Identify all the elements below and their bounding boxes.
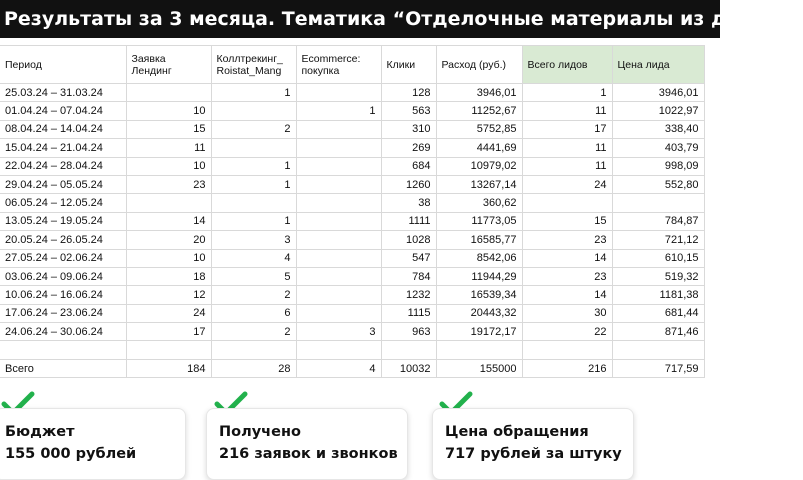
table-header-row: [0, 46, 704, 84]
cell-landing[interactable]: 20: [126, 231, 211, 249]
cell-lead-price[interactable]: [612, 341, 704, 359]
cell-calltracking[interactable]: 2: [211, 323, 296, 341]
cell-ecommerce[interactable]: [296, 341, 381, 359]
cell-spend[interactable]: [436, 341, 522, 359]
budget-card-title: Бюджет: [5, 424, 75, 440]
cell-ecommerce[interactable]: [296, 194, 381, 212]
cell-period[interactable]: 25.03.24 – 31.03.24: [0, 84, 126, 102]
cell-ecommerce[interactable]: [296, 267, 381, 285]
cell-spend[interactable]: 155000: [436, 359, 522, 377]
cell-spend[interactable]: 16585,77: [436, 231, 522, 249]
price-card-value: 717 рублей за штуку: [445, 446, 622, 462]
cell-lead-price[interactable]: 717,59: [612, 359, 704, 377]
cell-period[interactable]: 22.04.24 – 28.04.24: [0, 157, 126, 175]
cell-landing[interactable]: [126, 84, 211, 102]
cell-spend[interactable]: 20443,32: [436, 304, 522, 322]
cell-clicks[interactable]: 563: [381, 102, 436, 120]
cell-calltracking[interactable]: 1: [211, 157, 296, 175]
cell-ecommerce[interactable]: [296, 249, 381, 267]
cell-spend[interactable]: 3946,01: [436, 84, 522, 102]
cell-lead-price[interactable]: 998,09: [612, 157, 704, 175]
cell-calltracking[interactable]: 28: [211, 359, 296, 377]
cell-lead-price[interactable]: 1022,97: [612, 102, 704, 120]
cell-ecommerce[interactable]: [296, 286, 381, 304]
cell-landing[interactable]: 10: [126, 102, 211, 120]
cell-clicks[interactable]: 1111: [381, 212, 436, 230]
cell-landing[interactable]: [126, 341, 211, 359]
cell-total-leads[interactable]: 11: [522, 139, 612, 157]
cell-total-leads[interactable]: 14: [522, 286, 612, 304]
cell-calltracking[interactable]: 1: [211, 175, 296, 193]
cell-ecommerce[interactable]: 4: [296, 359, 381, 377]
cell-total-leads[interactable]: 24: [522, 175, 612, 193]
cell-landing[interactable]: 11: [126, 139, 211, 157]
cell-lead-price[interactable]: [612, 194, 704, 212]
col-header-calltracking[interactable]: Коллтрекинг_ Roistat_Mang: [211, 46, 296, 84]
table-body: [0, 84, 704, 378]
cell-clicks[interactable]: [381, 341, 436, 359]
cell-lead-price[interactable]: 784,87: [612, 212, 704, 230]
cell-landing[interactable]: 23: [126, 175, 211, 193]
cell-calltracking[interactable]: [211, 194, 296, 212]
cell-spend[interactable]: 360,62: [436, 194, 522, 212]
cell-period[interactable]: 27.05.24 – 02.06.24: [0, 249, 126, 267]
cell-ecommerce[interactable]: [296, 120, 381, 138]
cell-period[interactable]: 24.06.24 – 30.06.24: [0, 323, 126, 341]
cell-spend[interactable]: 11944,29: [436, 267, 522, 285]
cell-clicks[interactable]: 310: [381, 120, 436, 138]
col-header-period[interactable]: Период: [0, 46, 126, 84]
col-header-lead-price[interactable]: Цена лида: [612, 46, 704, 84]
cell-total-leads[interactable]: 11: [522, 102, 612, 120]
cell-total-leads[interactable]: 30: [522, 304, 612, 322]
table-row: [0, 84, 704, 102]
cell-ecommerce[interactable]: [296, 84, 381, 102]
cell-clicks[interactable]: 547: [381, 249, 436, 267]
cell-calltracking[interactable]: 4: [211, 249, 296, 267]
table-row: [0, 102, 704, 120]
cell-total-leads[interactable]: 23: [522, 231, 612, 249]
cell-spend[interactable]: 10979,02: [436, 157, 522, 175]
cell-total-leads[interactable]: 17: [522, 120, 612, 138]
cell-lead-price[interactable]: 519,32: [612, 267, 704, 285]
cell-total-leads[interactable]: 11: [522, 157, 612, 175]
cell-calltracking[interactable]: [211, 341, 296, 359]
cell-clicks[interactable]: 10032: [381, 359, 436, 377]
cell-calltracking[interactable]: [211, 102, 296, 120]
cell-lead-price[interactable]: 403,79: [612, 139, 704, 157]
cell-lead-price[interactable]: 552,80: [612, 175, 704, 193]
col-header-clicks[interactable]: Клики: [381, 46, 436, 84]
cell-lead-price[interactable]: 610,15: [612, 249, 704, 267]
cell-lead-price[interactable]: 681,44: [612, 304, 704, 322]
budget-card: [0, 408, 186, 480]
cell-clicks[interactable]: 1115: [381, 304, 436, 322]
table-row: [0, 194, 704, 212]
page-title: Результаты за 3 месяца. Тематика “Отделочные материалы из дерева”: [0, 0, 720, 38]
cell-clicks[interactable]: 684: [381, 157, 436, 175]
table-row: [0, 304, 704, 322]
cell-ecommerce[interactable]: [296, 157, 381, 175]
cell-total-leads[interactable]: [522, 194, 612, 212]
table-row: [0, 231, 704, 249]
cell-landing[interactable]: 24: [126, 304, 211, 322]
cell-spend[interactable]: 19172,17: [436, 323, 522, 341]
table-row: [0, 249, 704, 267]
cell-period[interactable]: 20.05.24 – 26.05.24: [0, 231, 126, 249]
cell-clicks[interactable]: 1260: [381, 175, 436, 193]
cell-calltracking[interactable]: 5: [211, 267, 296, 285]
col-header-spend[interactable]: Расход (руб.): [436, 46, 522, 84]
cell-landing[interactable]: 10: [126, 249, 211, 267]
cell-calltracking[interactable]: [211, 139, 296, 157]
cell-calltracking[interactable]: 2: [211, 120, 296, 138]
results-table: [0, 45, 705, 378]
cell-calltracking[interactable]: 1: [211, 212, 296, 230]
cell-period[interactable]: 01.04.24 – 07.04.24: [0, 102, 126, 120]
cell-lead-price[interactable]: 721,12: [612, 231, 704, 249]
received-card-title: Получено: [219, 424, 301, 440]
cell-spend[interactable]: 11773,05: [436, 212, 522, 230]
cell-spend[interactable]: 11252,67: [436, 102, 522, 120]
cell-calltracking[interactable]: 3: [211, 231, 296, 249]
cell-clicks[interactable]: 963: [381, 323, 436, 341]
cell-clicks[interactable]: 38: [381, 194, 436, 212]
cell-spend[interactable]: 4441,69: [436, 139, 522, 157]
cell-spend[interactable]: 13267,14: [436, 175, 522, 193]
cell-total-leads[interactable]: 1: [522, 84, 612, 102]
cell-total-leads[interactable]: [522, 341, 612, 359]
cell-ecommerce[interactable]: [296, 175, 381, 193]
cell-ecommerce[interactable]: [296, 139, 381, 157]
col-header-total-leads[interactable]: Всего лидов: [522, 46, 612, 84]
cell-calltracking[interactable]: 1: [211, 84, 296, 102]
cell-ecommerce[interactable]: 1: [296, 102, 381, 120]
cell-clicks[interactable]: 269: [381, 139, 436, 157]
cell-landing[interactable]: 184: [126, 359, 211, 377]
cell-period[interactable]: 06.05.24 – 12.05.24: [0, 194, 126, 212]
table-row: [0, 323, 704, 341]
col-header-ecommerce[interactable]: Ecommerce: покупка: [296, 46, 381, 84]
cell-landing[interactable]: 12: [126, 286, 211, 304]
cell-landing[interactable]: 17: [126, 323, 211, 341]
received-card: [206, 408, 408, 480]
cell-spend[interactable]: 16539,34: [436, 286, 522, 304]
received-card-value: 216 заявок и звонков: [219, 446, 398, 462]
table-row: [0, 157, 704, 175]
budget-card-value: 155 000 рублей: [5, 446, 137, 462]
cell-landing[interactable]: 15: [126, 120, 211, 138]
cell-period[interactable]: 13.05.24 – 19.05.24: [0, 212, 126, 230]
cell-lead-price[interactable]: 1181,38: [612, 286, 704, 304]
cell-ecommerce[interactable]: [296, 304, 381, 322]
cell-total-leads[interactable]: 15: [522, 212, 612, 230]
table-total-row: [0, 359, 704, 377]
cell-period[interactable]: 17.06.24 – 23.06.24: [0, 304, 126, 322]
cell-period[interactable]: 10.06.24 – 16.06.24: [0, 286, 126, 304]
cell-period[interactable]: 08.04.24 – 14.04.24: [0, 120, 126, 138]
cell-total-leads[interactable]: 23: [522, 267, 612, 285]
table-row: [0, 139, 704, 157]
col-header-landing[interactable]: Заявка Лендинг: [126, 46, 211, 84]
cell-total-leads[interactable]: 22: [522, 323, 612, 341]
cell-calltracking[interactable]: 2: [211, 286, 296, 304]
cell-ecommerce[interactable]: [296, 212, 381, 230]
cell-ecommerce[interactable]: [296, 231, 381, 249]
table-row: [0, 286, 704, 304]
cell-period[interactable]: Всего: [0, 359, 126, 377]
cell-lead-price[interactable]: 338,40: [612, 120, 704, 138]
table-row: [0, 120, 704, 138]
cell-period[interactable]: 29.04.24 – 05.05.24: [0, 175, 126, 193]
cell-lead-price[interactable]: 3946,01: [612, 84, 704, 102]
cell-landing[interactable]: 10: [126, 157, 211, 175]
table-row: [0, 212, 704, 230]
cell-total-leads[interactable]: 216: [522, 359, 612, 377]
cell-landing[interactable]: 14: [126, 212, 211, 230]
table-row: [0, 175, 704, 193]
cell-clicks[interactable]: 128: [381, 84, 436, 102]
cell-landing[interactable]: [126, 194, 211, 212]
table-row: [0, 341, 704, 359]
cell-period[interactable]: [0, 341, 126, 359]
cell-spend[interactable]: 5752,85: [436, 120, 522, 138]
cell-period[interactable]: 03.06.24 – 09.06.24: [0, 267, 126, 285]
cell-landing[interactable]: 18: [126, 267, 211, 285]
cell-spend[interactable]: 8542,06: [436, 249, 522, 267]
cell-clicks[interactable]: 784: [381, 267, 436, 285]
cell-total-leads[interactable]: 14: [522, 249, 612, 267]
cell-calltracking[interactable]: 6: [211, 304, 296, 322]
cell-lead-price[interactable]: 871,46: [612, 323, 704, 341]
cell-clicks[interactable]: 1232: [381, 286, 436, 304]
price-card-title: Цена обращения: [445, 424, 589, 440]
cell-period[interactable]: 15.04.24 – 21.04.24: [0, 139, 126, 157]
price-card: [432, 408, 634, 480]
cell-ecommerce[interactable]: 3: [296, 323, 381, 341]
cell-clicks[interactable]: 1028: [381, 231, 436, 249]
table-row: [0, 267, 704, 285]
